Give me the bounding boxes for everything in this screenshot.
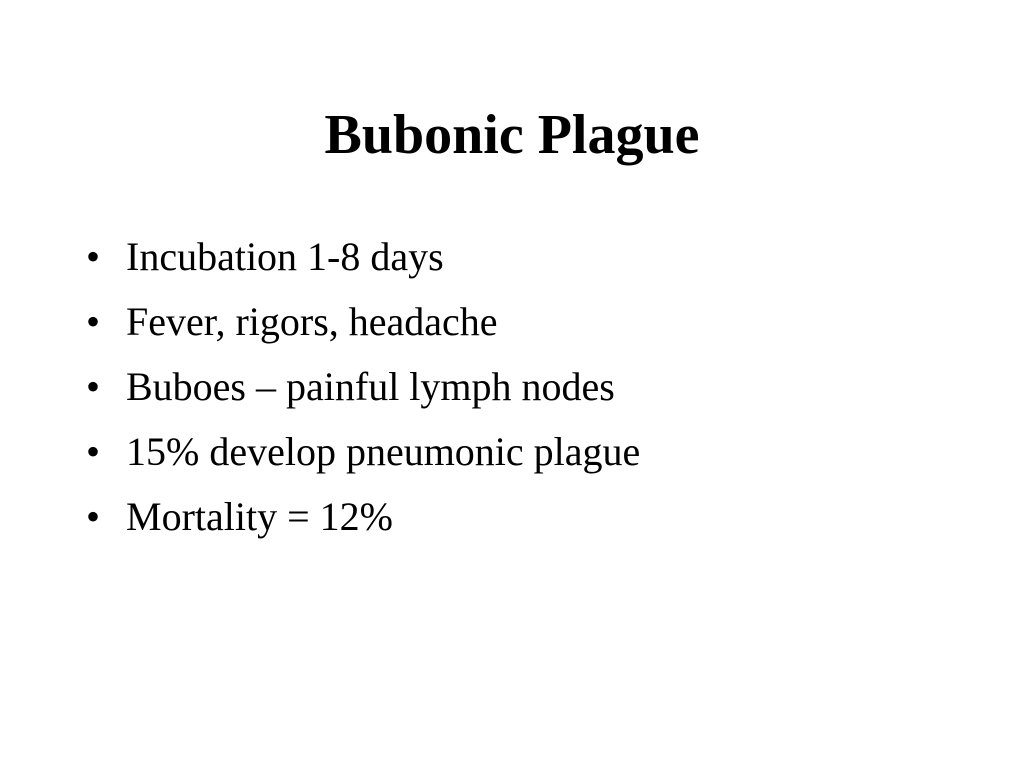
bullet-text: Incubation 1-8 days <box>126 234 444 279</box>
bullet-text: Buboes – painful lymph nodes <box>126 364 615 409</box>
bullet-text: Fever, rigors, headache <box>126 299 498 344</box>
bullet-text: 15% develop pneumonic plague <box>126 429 641 474</box>
bullet-marker: • <box>86 234 101 279</box>
bullet-marker: • <box>86 364 101 409</box>
bullet-marker: • <box>86 299 101 344</box>
bullet-marker: • <box>86 429 101 474</box>
bullet-marker: • <box>86 494 101 539</box>
slide-title: Bubonic Plague <box>324 104 700 166</box>
bullet-text: Mortality = 12% <box>126 494 393 539</box>
